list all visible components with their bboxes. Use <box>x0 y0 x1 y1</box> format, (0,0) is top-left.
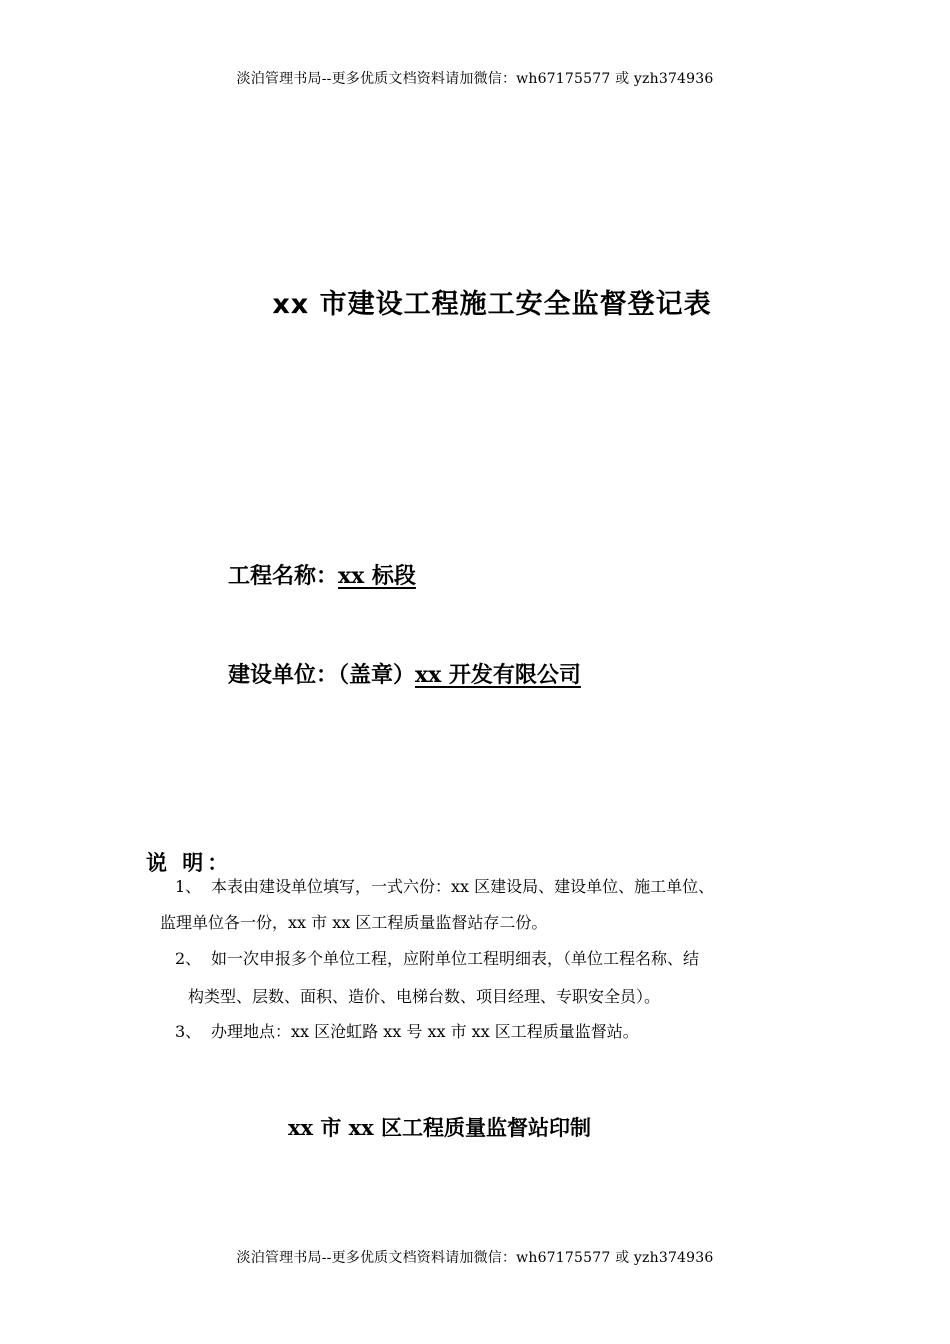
build-unit-label: 建设单位：（盖章） <box>228 662 416 688</box>
note-text: 如一次申报多个单位工程，应附单位工程明细表，（单位工程名称、结 <box>211 949 700 968</box>
project-name-value: xx 标段 <box>338 563 416 589</box>
note-number: 2、 <box>175 949 202 968</box>
build-unit-value: xx 开发有限公司 <box>415 662 581 688</box>
note-number: 1、 <box>175 877 202 896</box>
build-unit-row <box>228 658 581 689</box>
note-item-3 <box>175 1019 639 1042</box>
notes-heading: 说 明： <box>146 850 233 875</box>
project-name-label: 工程名称： <box>228 563 339 589</box>
note-item-1 <box>175 874 714 897</box>
printer-line: xx 市 xx 区工程质量监督站印制 <box>288 1115 592 1140</box>
page-footer-note: 淡泊管理书局--更多优质文档资料请加微信：wh67175577 或 yzh374936 <box>236 1250 714 1266</box>
project-name-row <box>228 559 416 590</box>
note-item-1-continued: 监理单位各一份，xx 市 xx 区工程质量监督站存二份。 <box>160 913 548 932</box>
note-number: 3、 <box>175 1022 202 1041</box>
note-item-2 <box>175 946 699 969</box>
page-header-note: 淡泊管理书局--更多优质文档资料请加微信：wh67175577 或 yzh374936 <box>236 71 714 87</box>
document-title: xx 市建设工程施工安全监督登记表 <box>272 289 712 320</box>
note-text: 本表由建设单位填写，一式六份：xx 区建设局、建设单位、施工单位、 <box>211 877 715 896</box>
note-item-2-continued: 构类型、层数、面积、造价、电梯台数、项目经理、专职安全员）。 <box>188 987 661 1006</box>
note-text: 办理地点：xx 区沧虹路 xx 号 xx 市 xx 区工程质量监督站。 <box>211 1022 639 1041</box>
